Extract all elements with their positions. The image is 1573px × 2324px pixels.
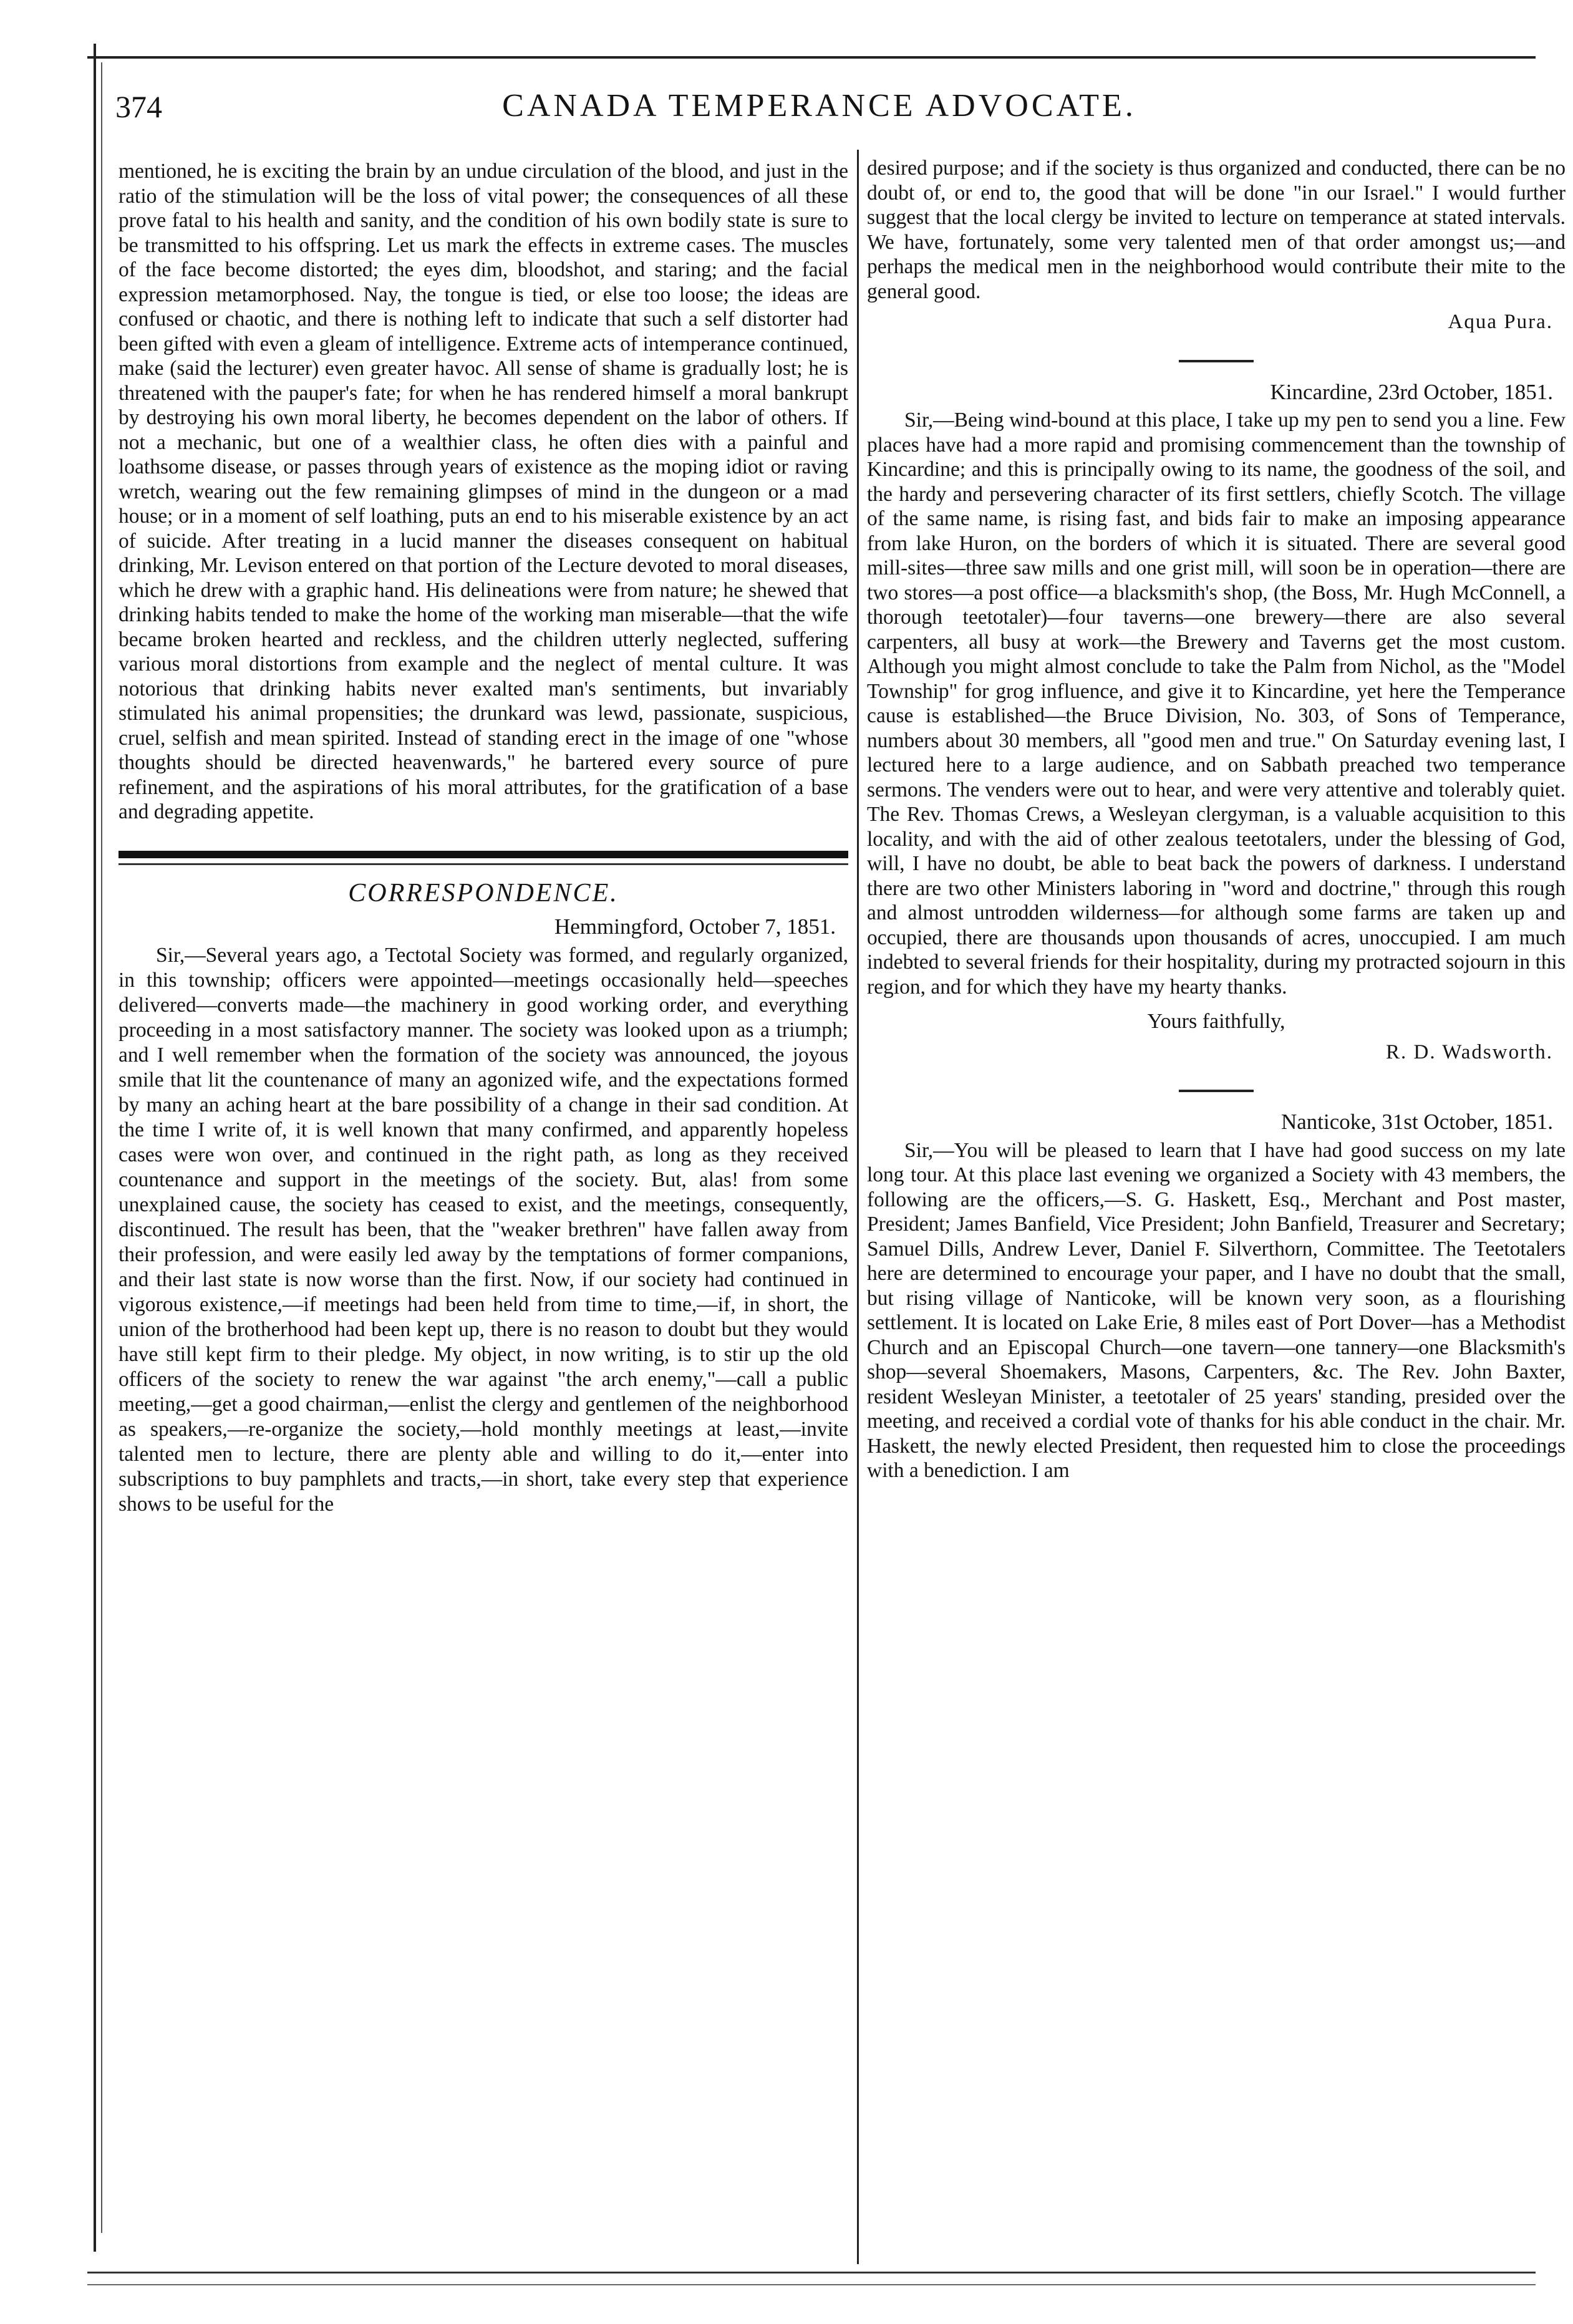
letter-closing: Yours faithfully, bbox=[1147, 1010, 1285, 1033]
bottom-rule-inner bbox=[87, 2284, 1536, 2285]
page-number: 374 bbox=[115, 89, 162, 124]
letter-body: Sir,—Being wind-bound at this place, I take up my pen to send you a line. Few places have had a more rapid and promising commencement than the township of Kincardine; and this is principally owing to its name, the goodness of the soil, and the hardy and persevering character of its first settlers, chiefly Scotch. The village of the same name, is rising fast, and bids fair to make an imposing appearance from lake Huron, on the borders of which it is situated. There are several good mill-sites—three saw mills and one grist mill, will soon be in operation—there are two stores—a post office—a blacksmith's shop, (the Boss, Mr. Hugh McConnell, a thorough teetotaler)—four taverns—one brewery—there are also several carpenters, all busy at work—the Brewery and Taverns get the most custom. Although you might almost conclude to take the Palm from Nichol, as the "Model Township" for grog influence, and give it to Kincardine, yet here the Temperance cause is established—the Bruce Division, No. 303, of Sons of Temperance, numbers about 30 members, all "good men and true." On Saturday evening last, I lectured here to a large audience, and on Sabbath preached two temperance sermons. The venders were out to hear, and were very attentive and tolerably quiet. The Rev. Thomas Crews, a Wesleyan clergyman, is a valuable acquisition to this locality, and with the aid of other zealous teetotalers, under the blessing of God, will, I have no doubt, be able to beat back the powers of darkness. I understand there are two other Ministers laboring in "word and doctrine," through this rough and almost untrodden wilderness—for although some farms are taken up and occupied, there are thousands upon thousands of acres, unoccupied. I am much indebted to several friends for their hospitality, during my protracted sojourn in this region, and for which they have my hearty thanks. bbox=[867, 409, 1566, 999]
page-header bbox=[115, 87, 1523, 131]
left-margin-rule-inner bbox=[101, 62, 102, 2233]
right-column bbox=[867, 156, 1566, 1483]
letter-dateline: Nanticoke, 31st October, 1851. bbox=[1281, 1110, 1553, 1134]
masthead-title: CANADA TEMPERANCE ADVOCATE. bbox=[502, 88, 1136, 123]
left-column bbox=[119, 159, 848, 1517]
section-divider-thick bbox=[119, 851, 848, 858]
column-divider bbox=[857, 150, 859, 2264]
letter-dateline: Hemmingford, October 7, 1851. bbox=[554, 914, 836, 939]
letter-signature: Aqua Pura. bbox=[1448, 311, 1553, 333]
letter-body: Sir,—You will be pleased to learn that I have had good success on my late long tour. At this place last evening we organized a Society with 43 members, the following are the officers,—S. G. Haskett, Esq., Merchant and Post master, President; James Banfield, Vice President; John Banfield, Treasurer and Secretary; Samuel Dills, Andrew Lever, Daniel F. Silverthorn, Committee. The Teetotalers here are determined to encourage your paper, and I have no doubt that the small, but rising village of Nanticoke, will be known very soon, as a flourishing settlement. It is located on Lake Erie, 8 miles east of Port Dover—has a Methodist Church and an Episcopal Church—one tavern—one tannery—one Blacksmith's shop—several Shoemakers, Masons, Carpenters, &c. The Rev. John Baxter, resident Wesleyan Minister, a teetotaler of 25 years' standing, presided over the meeting, and received a cordial vote of thanks for his able conduct in the chair. Mr. Haskett, the newly elected President, then requested him to close the proceedings with a benediction. I am bbox=[867, 1138, 1566, 1482]
top-rule bbox=[87, 56, 1536, 59]
letter-separator bbox=[1179, 360, 1254, 362]
article-continuation: mentioned, he is exciting the brain by an undue circulation of the blood, and just in the ratio of the stimulation will be the loss of vital power; the consequences of all these prove fatal to his health and sanity, and the condition of his own bodily state is sure to be transmitted to his offspring. Let us mark the effects in extreme cases. The muscles of the face become distorted; the eyes dim, bloodshot, and staring; and the facial expression metamorphosed. Nay, the tongue is tied, or else too loose; the ideas are confused or chaotic, and there is nothing left to indicate that such a self distorter had been gifted with even a gleam of intelligence. Extreme acts of intemperance continued, make (said the lecturer) even greater havoc. All sense of shame is gradually lost; he is threatened with the pauper's fate; for when he has rendered himself a moral bankrupt by destroying his own moral liberty, he becomes dependent on the labor of others. If not a mechanic, but one of a wealthier class, he often dies with a painful and loathsome disease, or passes through years of existence as the moping idiot or raving wretch, wearing out the few remaining glimpses of mind in the dungeon or a mad house; or in a moment of self loathing, puts an end to his miserable existence by an act of suicide. After treating in a lucid manner the diseases consequent on habitual drinking, Mr. Levison entered on that portion of the Lecture devoted to moral diseases, which he drew with a graphic hand. His delineations were from nature; he shewed that drinking habits tended to make the home of the working man miserable—that the wife became broken hearted and reckless, and the children utterly neglected, suffering various moral distortions from example and the neglect of mental culture. It was notorious that drinking habits never exalted man's sentiments, but invariably stimulated his animal propensities; the drunkard was lewd, passionate, suspicious, cruel, selfish and mean spirited. Instead of standing erect in the image of one "whose thoughts should be directed heavenwards," he bartered every source of pure refinement, and the aspirations of his moral attributes, for the gratification of a base and degrading appetite. bbox=[119, 160, 848, 823]
left-margin-rule bbox=[94, 44, 96, 2252]
letter-dateline: Kincardine, 23rd October, 1851. bbox=[1270, 379, 1553, 404]
letter-separator bbox=[1179, 1090, 1254, 1092]
letter-signature: R. D. Wadsworth. bbox=[1386, 1040, 1553, 1063]
section-heading: CORRESPONDENCE. bbox=[348, 878, 619, 908]
letter-body: Sir,—Several years ago, a Tectotal Society was formed, and regularly organized, in this township; officers were appointed—meetings occasionally held—speeches delivered—converts made—the machinery in good working order, and everything proceeding in a most satisfactory manner. The society was looked upon as a triumph; and I well remember when the formation of the society was announced, the joyous smile that lit the countenance of many an agonized wife, and the expectations formed by many an aching heart at the bare possibility of a change in their sad condition. At the time I write of, it is well known that many confirmed, and apparently hopeless cases were won over, and continued in the right path, as long as they received countenance and support in the meetings of the society. But, alas! from some unexplained cause, the society has ceased to exist, and the meetings, consequently, discontinued. The result has been, that the "weaker brethren" have fallen away from their profession, and were easily led away by the temptations of former companions, and their last state is now worse than the first. Now, if our society had continued in vigorous existence,—if meetings had been held from time to time,—if, in short, the union of the brotherhood had been kept up, there is no reason to doubt but they would have still kept firm to their pledge. My object, in now writing, is to stir up the old officers of the society to renew the war against "the arch enemy,"—call a public meeting,—get a good chairman,—enlist the clergy and gentlemen of the neighborhood as speakers,—re-organize the society,—hold monthly meetings at least,—invite talented men to lecture, there are plenty able and willing to do it,—enter into subscriptions to buy pamphlets and tracts,—in short, take every step that experience shows to be useful for the bbox=[119, 943, 848, 1516]
bottom-rule bbox=[87, 2272, 1536, 2273]
section-divider-thin bbox=[119, 863, 848, 865]
letter-continuation: desired purpose; and if the society is thus organized and conducted, there can be no doubt of, or end to, the good that will be done "in our Israel." I would further suggest that the local clergy be invited to lecture on temperance at stated intervals. We have, fortunately, some very talented men of that order amongst us;—and perhaps the medical men in the neighborhood would contribute their mite to the general good. bbox=[867, 157, 1566, 303]
